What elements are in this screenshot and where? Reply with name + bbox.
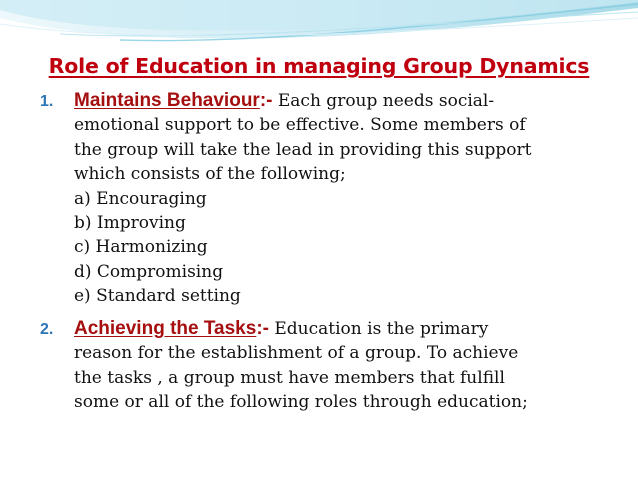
decorative-wave-banner <box>0 0 638 60</box>
item-text: some or all of the following roles through education; <box>74 392 528 413</box>
item-first-line <box>74 317 600 341</box>
list-item-1 <box>40 89 600 309</box>
sub-item: e) Standard setting <box>74 286 241 307</box>
item-heading: Maintains Behaviour <box>74 90 260 111</box>
item-text: the tasks , a group must have members that fulfill <box>74 367 505 388</box>
sub-item: d) Compromising <box>74 261 224 282</box>
slide-title: Role of Education in managing Group Dynamics <box>48 54 590 78</box>
item-number: 1. <box>40 93 54 110</box>
item-text: Each group needs social- <box>272 91 495 111</box>
item-separator: :- <box>259 90 273 111</box>
item-text: emotional support to be effective. Some members of <box>74 115 526 136</box>
list-item-2 <box>40 317 600 415</box>
sub-item: a) Encouraging <box>74 188 207 209</box>
item-text: which consists of the following; <box>74 164 346 185</box>
item-text: reason for the establishment of a group. To achieve <box>74 343 519 364</box>
item-content <box>74 317 600 415</box>
item-content <box>74 89 600 309</box>
item-separator: :- <box>256 318 269 339</box>
item-first-line <box>74 89 600 113</box>
sub-item: b) Improving <box>74 213 186 234</box>
item-heading: Achieving the Tasks <box>74 318 257 339</box>
item-text: Education is the primary <box>268 319 489 339</box>
item-text: the group will take the lead in providing this support <box>74 139 532 160</box>
item-number: 2. <box>40 321 54 338</box>
sub-item: c) Harmonizing <box>74 237 208 258</box>
